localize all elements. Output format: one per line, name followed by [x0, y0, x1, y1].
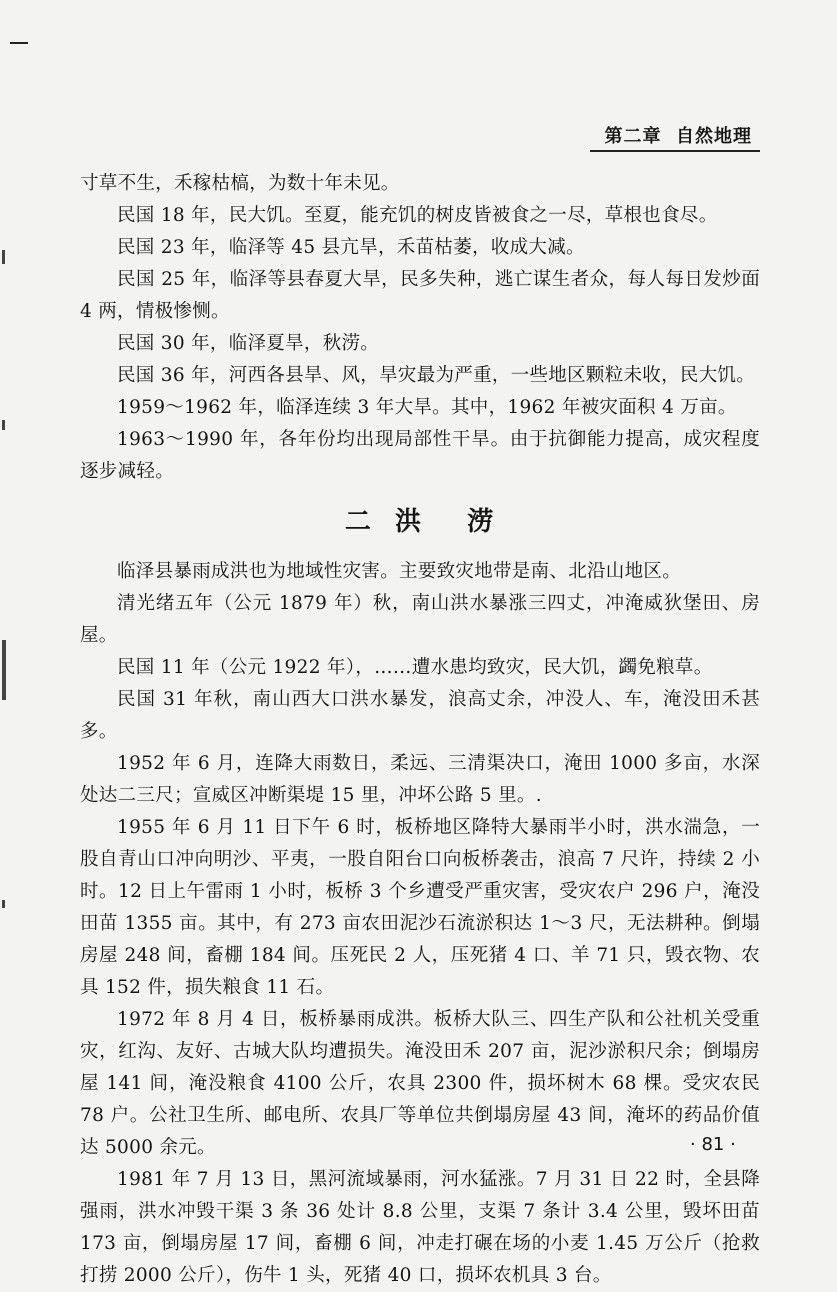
paragraph: 民国 30 年，临泽夏旱，秋涝。: [117, 333, 380, 354]
scan-edge-mark: [10, 42, 28, 44]
paragraph: 寸草不生，禾稼枯槁，为数十年未见。: [80, 173, 400, 194]
paragraph: 民国 36 年，河西各县旱、风，旱灾最为严重，一些地区颗粒未收，民大饥。: [117, 365, 756, 386]
paragraph: 临泽县暴雨成洪也为地域性灾害。主要致灾地带是南、北沿山地区。: [117, 561, 682, 582]
paragraph: 1955 年 6 月 11 日下午 6 时，板桥地区降特大暴雨半小时，洪水湍急，一股自青山口冲向明沙、平夷，一股自阳台口向板桥袭击，浪高 7 尺许，持续 2 小时。12 日上午雷雨 1 小时，板桥 3 个乡遭受严重灾害，受灾农户 296 户，淹没田苗 1355 亩。其中，有 273 亩农田泥沙石流淤积达 1～3 尺，无法耕种。倒塌房屋 248 间，畜棚 184 间。压死民 2 人，压死猪 4 口、羊 71 只，毁衣物、农具 152 件，损失粮食 11 石。: [80, 817, 760, 998]
main-text: [80, 168, 760, 1292]
page-number: · 81 ·: [690, 1134, 736, 1155]
paragraph: 民国 25 年，临泽等县春夏大旱，民多失种，逃亡谋生者众，每人每日发炒面 4 两，情极惨恻。: [80, 269, 760, 322]
section-heading: 二 洪 涝: [344, 507, 496, 537]
running-header: [590, 120, 760, 152]
paragraph: 清光绪五年（公元 1879 年）秋，南山洪水暴涨三四丈，冲淹威狄堡田、房屋。: [80, 593, 760, 646]
scan-edge-dot: [2, 900, 5, 908]
chapter-title: 第二章 自然地理: [604, 126, 752, 147]
paragraph: 民国 18 年，民大饥。至夏，能充饥的树皮皆被食之一尽，草根也食尽。: [117, 205, 718, 226]
paragraph: 1972 年 8 月 4 日，板桥暴雨成洪。板桥大队三、四生产队和公社机关受重灾，红沟、友好、古城大队均遭损失。淹没田禾 207 亩，泥沙淤积尺余；倒塌房屋 141 间，淹没粮食 4100 公斤，农具 2300 件，损坏树木 68 棵。受灾农民 78 户。公社卫生所、邮电所、农具厂等单位共倒塌房屋 43 间，淹坏的药品价值达 5000 余元。: [80, 1009, 760, 1158]
paragraph: 1952 年 6 月，连降大雨数日，柔远、三清渠决口，淹田 1000 多亩，水深处达二三尺；宣威区冲断渠堤 15 里，冲坏公路 5 里。.: [80, 753, 760, 806]
scan-edge-dot: [2, 420, 5, 430]
paragraph: 民国 23 年，临泽等 45 县亢旱，禾苗枯萎，收成大减。: [117, 237, 585, 258]
paragraph: 1959～1962 年，临泽连续 3 年大旱。其中，1962 年被灾面积 4 万亩。: [117, 397, 737, 418]
paragraph: 1963～1990 年，各年份均出现局部性干旱。由于抗御能力提高，成灾程度逐步减轻。: [80, 429, 760, 482]
paragraph: 民国 11 年（公元 1922 年），……遭水患均致灾，民大饥，蠲免粮草。: [117, 657, 713, 678]
paragraph: 民国 31 年秋，南山西大口洪水暴发，浪高丈余，冲没人、车，淹没田禾甚多。: [80, 689, 760, 742]
paragraph: 1981 年 7 月 13 日，黑河流域暴雨，河水猛涨。7 月 31 日 22 时，全县降强雨，洪水冲毁干渠 3 条 36 处计 8.8 公里，支渠 7 条计 3.4 公里，毁坏田苗 173 亩，倒塌房屋 17 间，畜棚 6 间，冲走打碾在场的小麦 1.45 万公斤（抢救打捞 2000 公斤），伤牛 1 头，死猪 40 口，损坏农机具 3 台。: [80, 1169, 760, 1286]
scan-edge-dot: [2, 250, 5, 264]
scan-edge-dot: [2, 640, 6, 700]
